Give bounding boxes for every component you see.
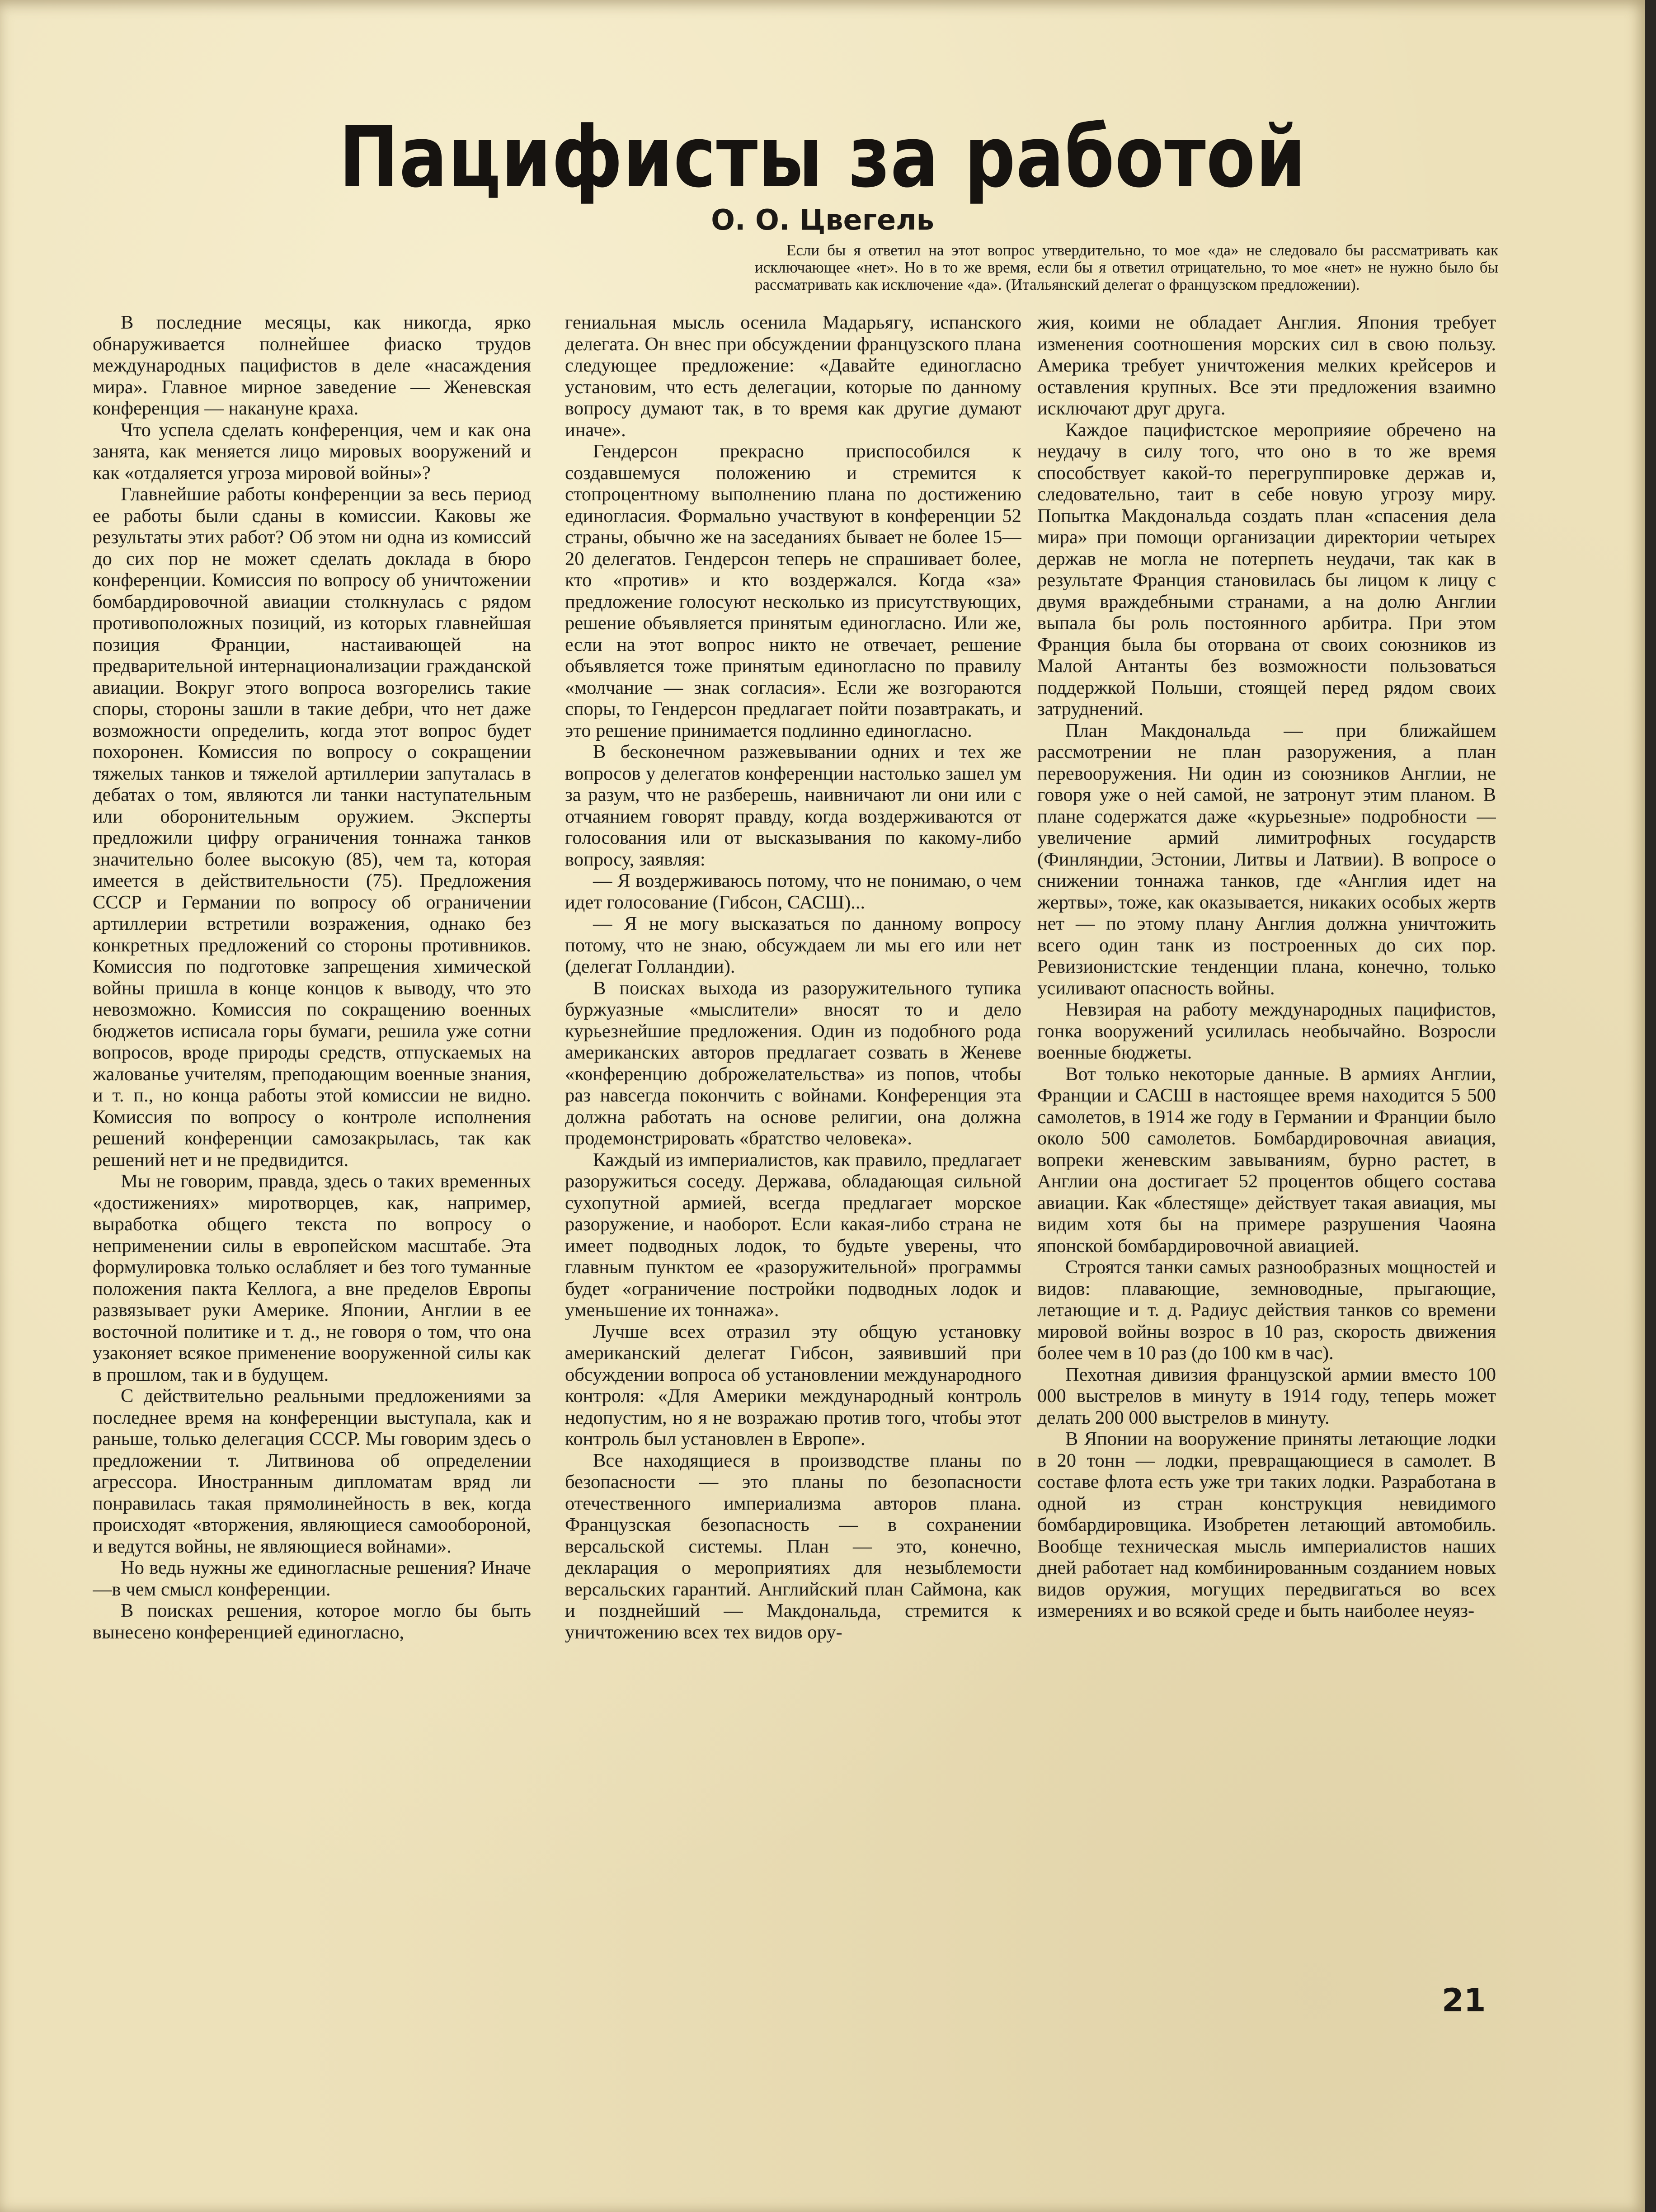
- paragraph: В бесконечном разжевывании одних и тех же вопросов у делегатов конференции настолько зашел ум за разум, что не разберешь, наивничают ли они или с отчаянием говорят правду, когда воздерживаются от голосования или от высказывания по какому-либо вопросу, заявляя:: [565, 741, 1021, 870]
- paragraph: С действительно реальными предложениями за последнее время на конференции выступала, как и раньше, только делегация СССР. Мы говорим здесь о предложении т. Литвинова об определении агрессора. Иностранным дипломатам вряд ли понравилась такая прямолинейность в век, когда происходят «вторжения, являющиеся самообороной, и ведутся войны, не являющиеся войнами».: [93, 1385, 531, 1557]
- paragraph: Каждое пацифистское мероприяие обречено на неудачу в силу того, что оно в то же время способствует какой-то перегруппировке держав и, следовательно, таит в себе новую угрозу миру. Попытка Макдональда создать план «спасения дела мира» при помощи организации директории четырех держав не могла не потерпеть неудачи, так как в результате Франция становилась бы лицом к лицу с двумя враждебными странами, а на долю Англии выпала бы роль постоянного арбитра. При этом Франция была бы оторвана от своих союзников из Малой Антанты без возможности пользоваться поддержкой Польши, стоящей перед рядом своих затруднений.: [1037, 419, 1496, 720]
- page-number: 21: [1442, 1982, 1486, 2019]
- paragraph: — Я воздерживаюсь потому, что не понимаю, о чем идет голосование (Гибсон, САСШ)...: [565, 870, 1021, 913]
- paragraph: Гендерсон прекрасно приспособился к создавшемуся положению и стремится к стопроцентному выполнению плана по достижению единогласия. Формально участвуют в конференции 52 страны, обычно же на заседаниях бывает не более 15—20 делегатов. Гендерсон теперь не спрашивает более, кто «против» и кто воздержался. Когда «за» предложение голосуют несколько из присутствующих, решение объявляется принятым единогласно. Или же, если на этот вопрос никто не отвечает, решение объявляется тоже принятым единогласно по правилу «молчание — знак согласия». Если же возгораются споры, то Гендерсон предлагает пойти позавтракать, и это решение принимается подлинно единогласно.: [565, 441, 1021, 741]
- paragraph: Лучше всех отразил эту общую установку американский делегат Гибсон, заявивший при обсуждении вопроса об установлении международного контроля: «Для Америки международный контроль недопустим, но я не возражаю против того, чтобы этот контроль был установлен в Европе».: [565, 1321, 1021, 1450]
- article-title: Пацифисты за работой: [339, 108, 1307, 207]
- paragraph: Мы не говорим, правда, здесь о таких временных «достижениях» миротворцев, как, например, выработка общего текста по вопросу о неприменении силы в европейском масштабе. Эта формулировка только ослабляет и без того туманные положения пакта Келлога, а вне пределов Европы развязывает руки Америке. Японии, Англии в ее восточной политике и т. д., не говоря о том, что она узаконяет всякое применение вооруженной силы как в прошлом, так и в будущем.: [93, 1171, 531, 1385]
- paragraph: Главнейшие работы конференции за весь период ее работы были сданы в комиссии. Каковы же результаты этих работ? Об этом ни одна из комиссий до сих пор не может сделать доклада в бюро конференции. Комиссия по вопросу об уничтожении бомбардировочной авиации столкнулась с рядом противоположных позиций, из которых главнейшая позиция Франции, настаивающей на предварительной интернационализации гражданской авиации. Вокруг этого вопроса возгорелись такие споры, стороны зашли в такие дебри, что нет даже возможности определить, когда этот вопрос будет похоронен. Комиссия по вопросу о сокращении тяжелых танков и тяжелой артиллерии запуталась в дебатах о том, являются ли танки наступательным или оборонительным оружием. Эксперты предложили цифру ограничения тоннажа танков значительно более высокую (85), чем та, которая имеется в действительности (75). Предложения СССР и Германии по вопросу об ограничении артиллерии встретили возражения, однако без конкретных предложений со стороны противников. Комиссия по подготовке запрещения химической войны пришла в конце концов к выводу, что это невозможно. Комиссия по сокращению военных бюджетов исписала горы бумаги, решила уже сотни вопросов, вроде природы средств, отпускаемых на жалованье учителям, преподающим военные знания, и т. п., но конца работы этой комиссии не видно. Комиссия по вопросу о контроле исполнения решений конференции самозакрылась, так как решений нет и не предвидится.: [93, 484, 531, 1171]
- paragraph: — Я не могу высказаться по данному вопросу потому, что не знаю, обсуждаем ли мы его или нет (делегат Голландии).: [565, 913, 1021, 977]
- paragraph: жия, коими не обладает Англия. Япония требует изменения соотношения морских сил в свою пользу. Америка требует уничтожения мелких крейсеров и оставления крупных. Все эти предложения взаимно исключают друг друга.: [1037, 312, 1496, 419]
- paragraph: В Японии на вооружение приняты летающие лодки в 20 тонн — лодки, превращающиеся в самолет. В составе флота есть уже три таких лодки. Разработана в одной из стран конструкция невидимого бомбардировщика. Изобретен летающий автомобиль. Вообще техническая мысль империалистов наших дней работает над комбинированным созданием новых видов оружия, могущих передвигаться во всех измерениях и во всякой среде и быть наиболее неуяз-: [1037, 1428, 1496, 1621]
- paragraph: В поисках выхода из разоружительного тупика буржуазные «мыслители» вносят то и дело курьезнейшие предложения. Один из подобного рода американских авторов предлагает созвать в Женеве «конференцию доброжелательства» из попов, чтобы раз навсегда покончить с войнами. Конференция эта должна работать на основе религии, она должна продемонстрировать «братство человека».: [565, 977, 1021, 1149]
- article-author: О. О. Цвегель: [711, 203, 934, 236]
- text-column-3: [1037, 312, 1496, 1957]
- text-column-2: [565, 312, 1021, 1957]
- paragraph: Невзирая на работу международных пацифистов, гонка вооружений усилилась необычайно. Возросли военные бюджеты.: [1037, 999, 1496, 1063]
- paragraph: гениальная мысль осенила Мадарьягу, испанского делегата. Он внес при обсуждении французского плана следующее предложение: «Давайте единогласно установим, что есть делегации, которые по данному вопросу думают так, в то время как другие думают иначе».: [565, 312, 1021, 441]
- paragraph: План Макдональда — при ближайшем рассмотрении не план разоружения, а план перевооружения. Ни один из союзников Англии, не говоря уже о ней самой, не затронут этим планом. В плане содержатся даже «курьезные» подробности — увеличение армий лимитрофных государств (Финляндии, Эстонии, Литвы и Латвии). В вопросе о снижении тоннажа танков, где «Англия идет на жертвы», тоже, как оказывается, никаких особых жертв нет — по этому плану Англия должна уничтожить всего один танк из построенных до сих пор. Ревизионистские тенденции плана, конечно, только усиливают опасность войны.: [1037, 720, 1496, 999]
- paragraph: Все находящиеся в производстве планы по безопасности — это планы по безопасности отечественного империализма авторов плана. Французская безопасность — в сохранении версальской системы. План — это, конечно, декларация о мероприятиях для незыблемости версальских гарантий. Английский план Саймона, как и позднейший — Макдональда, стремится к уничтожению всех тех видов ору-: [565, 1450, 1021, 1643]
- paragraph: Строятся танки самых разнообразных мощностей и видов: плавающие, земноводные, прыгающие, летающие и т. д. Радиус действия танков со времени мировой войны возрос в 10 раз, скорость движения более чем в 10 раз (до 100 км в час).: [1037, 1257, 1496, 1364]
- paragraph: Но ведь нужны же единогласные решения? Иначе—в чем смысл конференции.: [93, 1557, 531, 1600]
- paragraph: Пехотная дивизия французской армии вместо 100 000 выстрелов в минуту в 1914 году, теперь может делать 200 000 выстрелов в минуту.: [1037, 1364, 1496, 1428]
- paragraph: В последние месяцы, как никогда, ярко обнаруживается полнейшее фиаско трудов международных пацифистов в деле «насаждения мира». Главное мирное заведение — Женевская конференция — накануне краха.: [93, 312, 531, 419]
- paragraph: Каждый из империалистов, как правило, предлагает разоружиться соседу. Держава, обладающая сильной сухопутной армией, всегда предлагает морское разоружение, и наоборот. Если какая-либо страна не имеет подводных лодок, то будьте уверены, что главным пунктом ее «разоружительной» программы будет «ограничение постройки подводных лодок и уменьшение их тоннажа».: [565, 1149, 1021, 1321]
- paragraph: В поисках решения, которое могло бы быть вынесено конференцией единогласно,: [93, 1600, 531, 1643]
- paragraph: Что успела сделать конференция, чем и как она занята, как меняется лицо мировых вооружений и как «отдаляется угроза мировой войны»?: [93, 419, 531, 484]
- text-column-1: [93, 312, 531, 1957]
- paragraph: Вот только некоторые данные. В армиях Англии, Франции и САСШ в настоящее время находится 5 500 самолетов, в 1914 же году в Германии и Франции было около 500 самолетов. Бомбардировочная авиация, вопреки женевским завываниям, бурно растет, в Англии она достигает 52 процентов общего состава авиации. Как «блестяще» действует такая авиация, мы видим хотя бы на примере разрушения Чаояна японской бомбардировочной авиацией.: [1037, 1063, 1496, 1257]
- epigraph: Если бы я ответил на этот вопрос утвердительно, то мое «да» не следовало бы рассматривать как исключающее «нет». Но в то же время, если бы я ответил отрицательно, то мое «нет» не нужно было бы рассматривать как исключение «да». (Итальянский делегат о французском предложении).: [755, 241, 1498, 293]
